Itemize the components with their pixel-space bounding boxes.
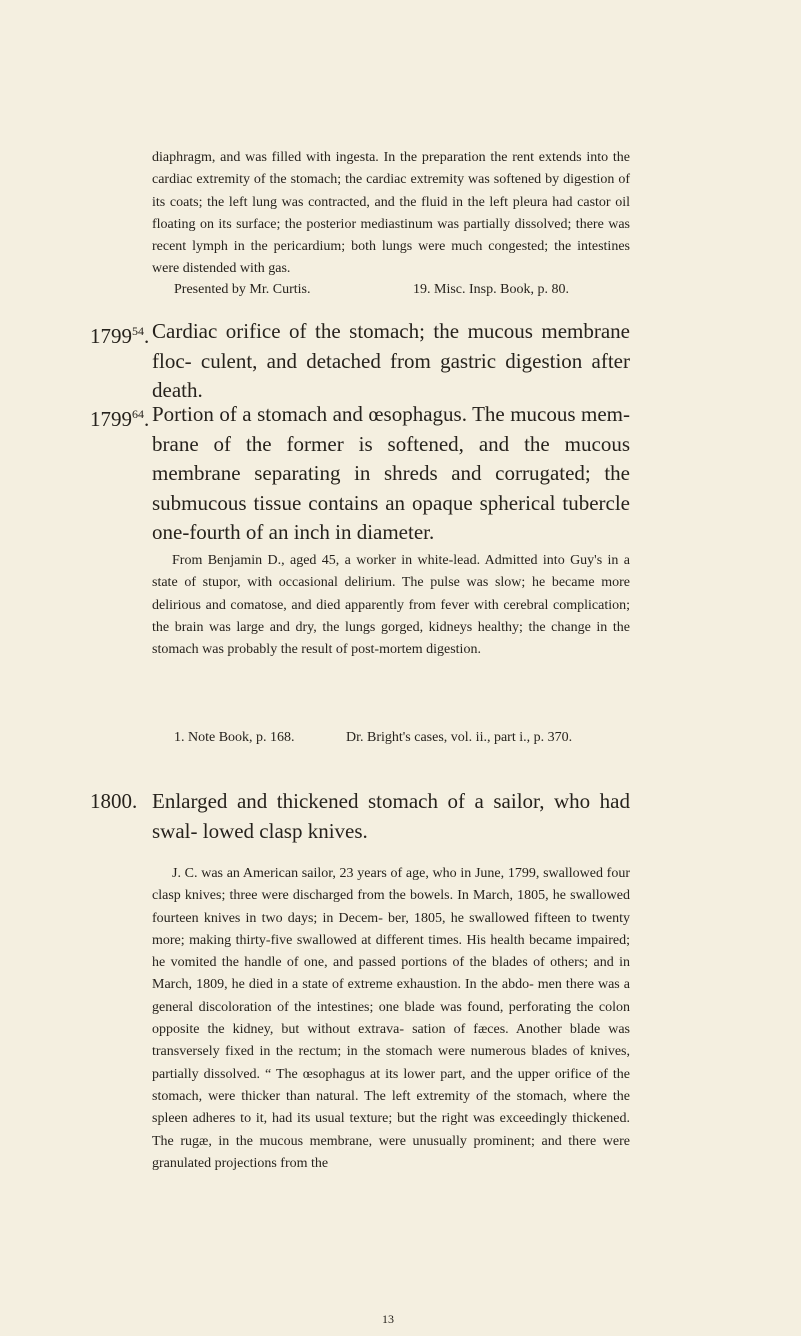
note-book-reference: 1. Note Book, p. 168. — [174, 730, 295, 745]
entry-title: Cardiac orifice of the stomach; the mucous membrane floc- culent, and detached from gastric digestion after death. — [152, 319, 630, 402]
catalogue-entry-1800 — [90, 787, 630, 846]
inspection-book-reference: 19. Misc. Insp. Book, p. 80. — [413, 282, 569, 297]
presenter-reference: Presented by Mr. Curtis. — [174, 282, 311, 297]
entry-number: 1799$^{54}$. — [90, 324, 150, 348]
continuation-text: diaphragm, and was filled with ingesta. In the preparation the rent extends into the cardiac extremity of the stomach; the cardiac extremity was softened by digestion of its coats; the left lung was contracted, and the fluid in the left pleura had castor oil floating on its surface; the posterior mediastinum was partially dissolved; there was recent lymph in the pericardium; both lungs were much congested; the intestines were distended with gas. — [152, 150, 630, 277]
entry-title: Enlarged and thickened stomach of a sailor, who had swal- lowed clasp knives. — [152, 789, 630, 843]
catalogue-entry-1799-64 — [90, 400, 630, 548]
catalogue-entry-1799-54 — [90, 317, 630, 406]
entry-number: 1800. — [90, 789, 138, 813]
entry-number: 1799$^{64}$. — [90, 407, 150, 431]
case-history-benjamin — [152, 550, 630, 661]
continuation-paragraph — [152, 147, 630, 281]
case-history-text: From Benjamin D., aged 45, a worker in white-lead. Admitted into Guy's in a state of stupor, with occasional delirium. The pulse was slow; he became more delirious and comatose, and died apparently from fever with cerebral complication; the brain was large and dry, the lungs gorged, kidneys healthy; the change in the stomach was probably the result of post-mortem digestion. — [152, 553, 630, 658]
brights-cases-reference: Dr. Bright's cases, vol. ii., part i., p. 370. — [346, 730, 573, 745]
case-history-sailor — [152, 863, 630, 1175]
case-history-text: J. C. was an American sailor, 23 years of age, who in June, 1799, swallowed four clasp knives; three were discharged from the bowels. In March, 1805, he swallowed fourteen knives in two days; in Decem- ber, 1805, he swallowed fifteen to twenty more; making thirty-five swallowed at different times. His health became impaired; he vomited the handle of one, and passed portions of the blades of others; and in March, 1809, he died in a state of extreme exhaustion. In the abdo- men there was a general discoloration of the intestines; one blade was found, perforating the colon opposite the kidney, but without extrava- sation of fæces. Another blade was transversely fixed in the rectum; in the stomach were numerous blades of knives, partially dissolved. “ The œsophagus at its lower part, and the upper orifice of the stomach, were thicker than natural. The left extremity of the stomach, where the spleen adheres to it, had its usual texture; but the right was exceedingly thickened. The rugæ, in the mucous membrane, were unusually prominent; and there were granulated projections from the — [152, 866, 630, 1171]
page-number: 13 — [382, 1312, 394, 1326]
entry-title: Portion of a stomach and œsophagus. The mucous mem- brane of the former is softened, and the mucous membrane separating in shreds and corrugated; the submucous tissue contains an opaque spherical tubercle one-fourth of an inch in diameter. — [152, 402, 630, 544]
